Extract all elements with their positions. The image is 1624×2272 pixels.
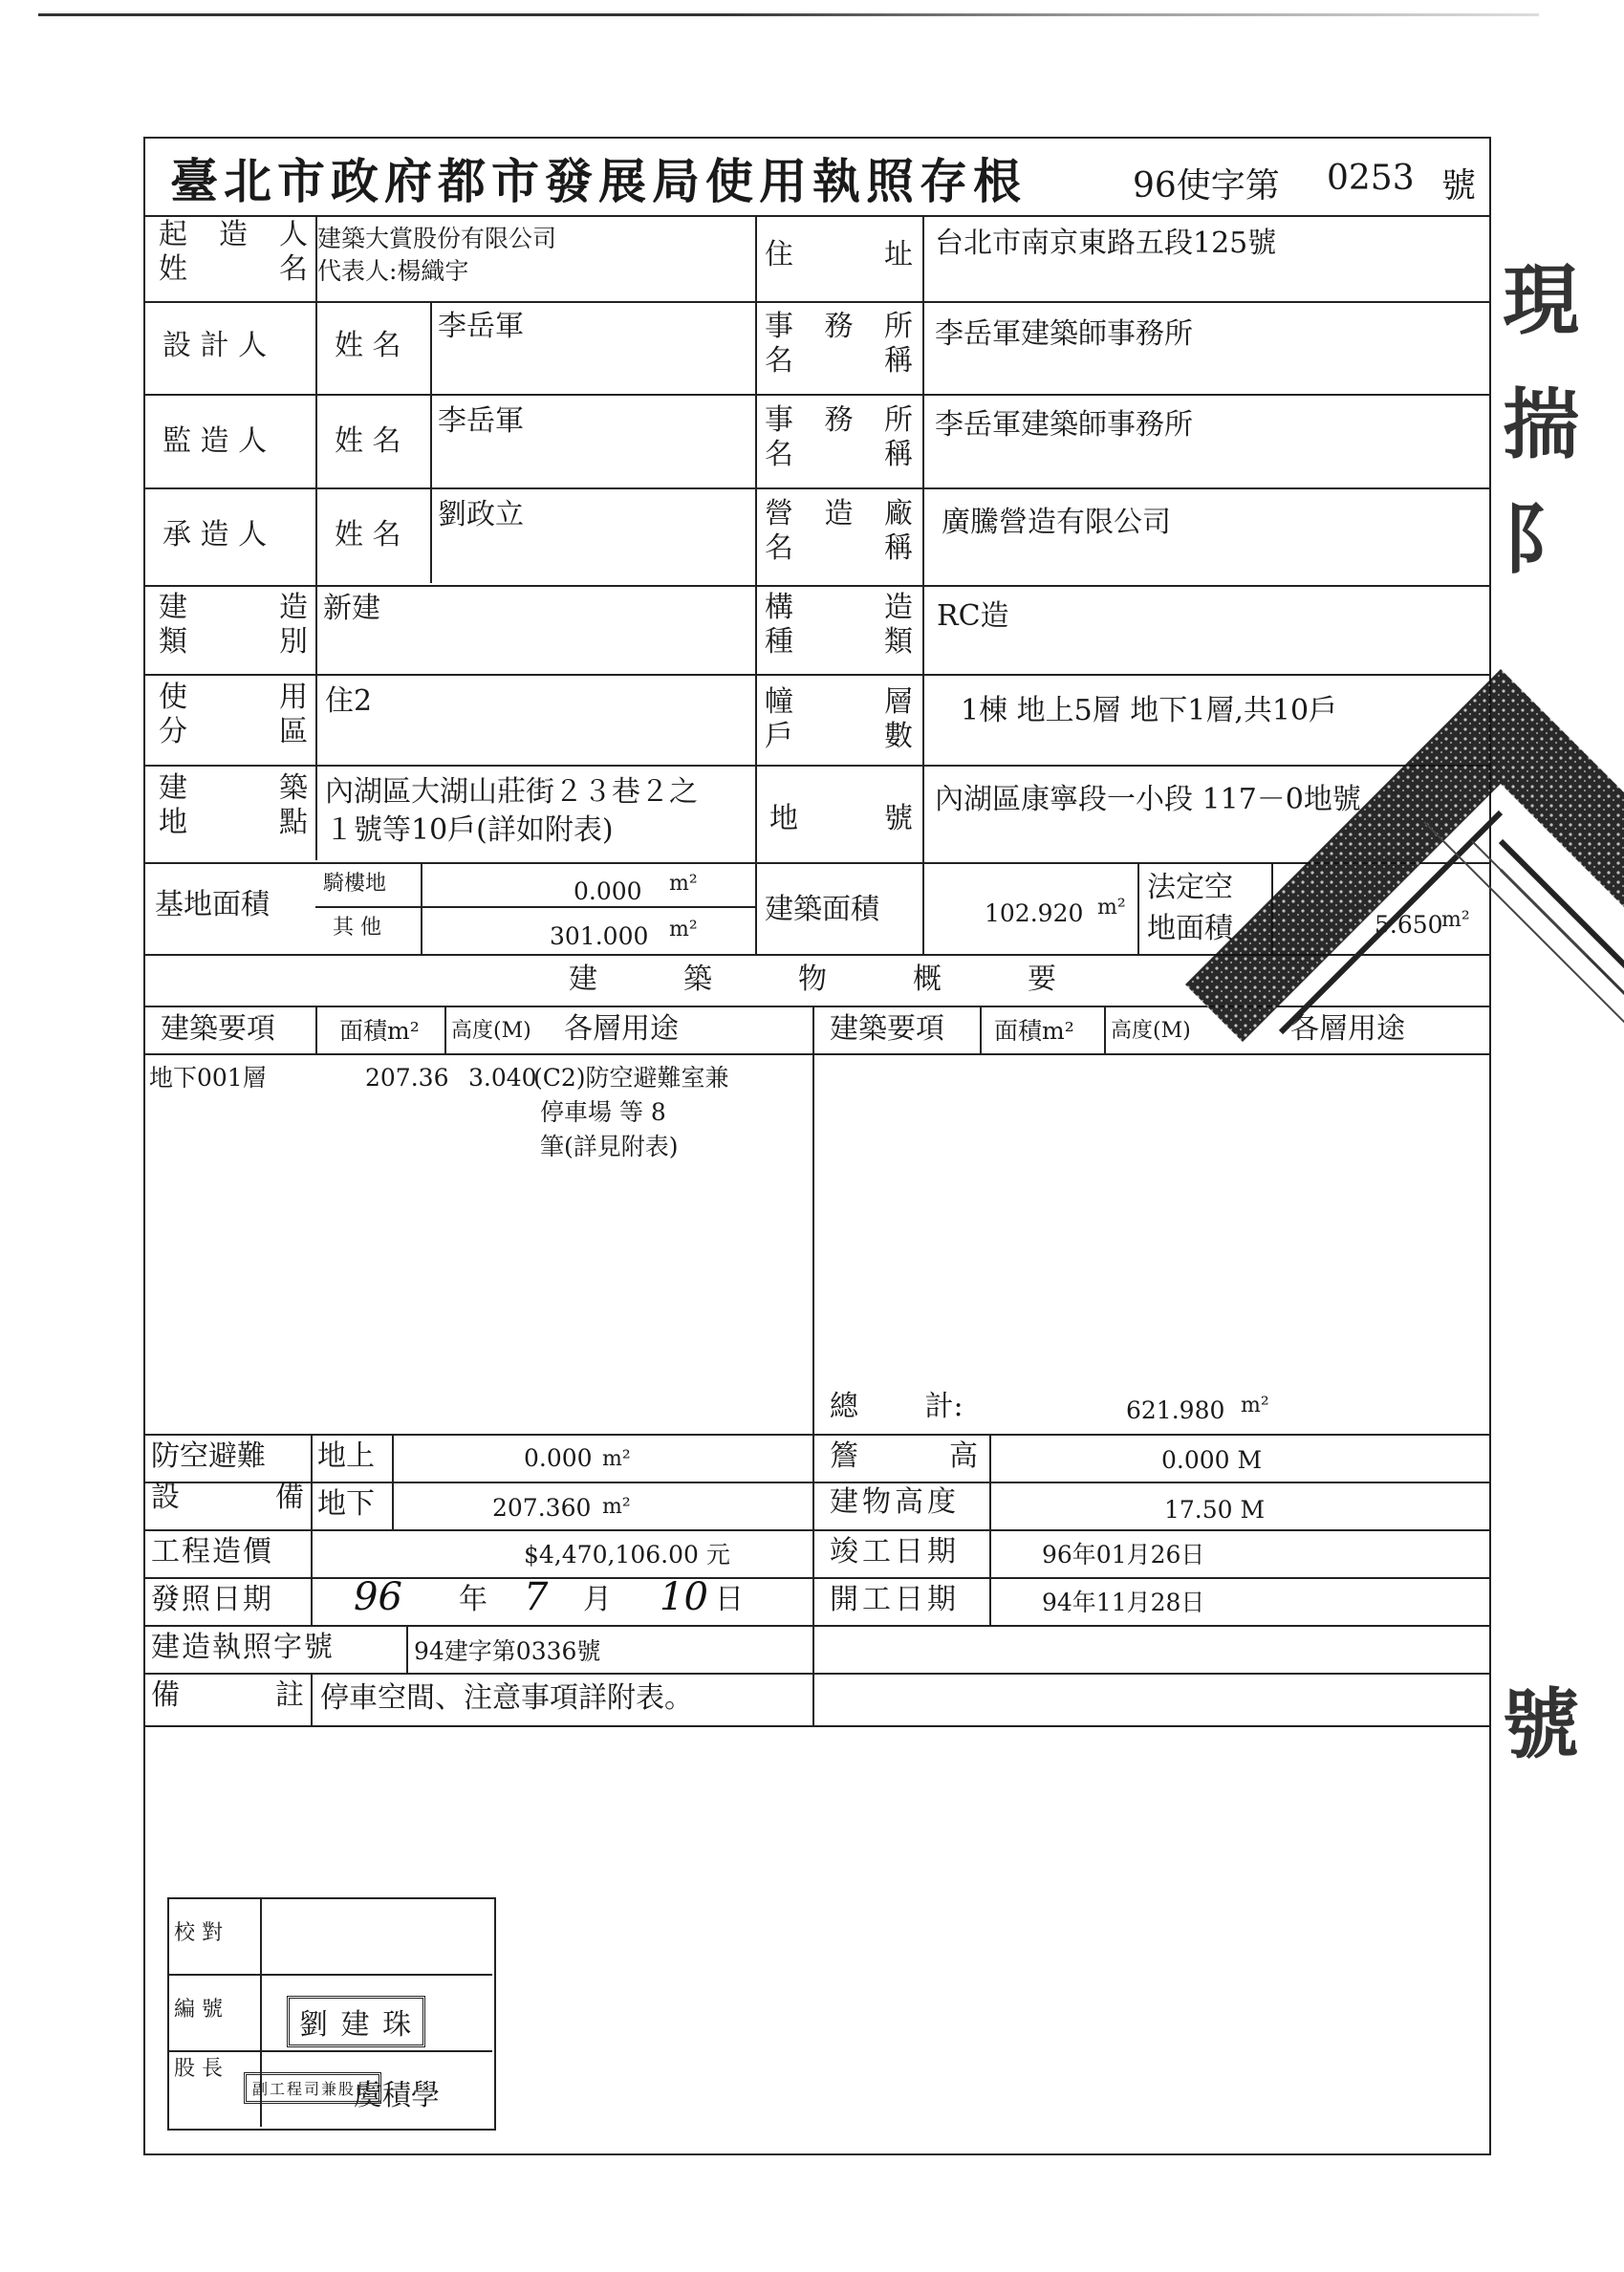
shelter-above-unit: m²	[602, 1447, 631, 1471]
open-space-value: 5.650	[1375, 911, 1443, 939]
floor-height: 3.040	[468, 1064, 537, 1092]
summary-header: 建 築 物 概 要	[569, 963, 1056, 996]
col-height: 高度(M)	[451, 1019, 531, 1043]
rule	[143, 1482, 1491, 1483]
shelter-label-bottom: 設 備	[151, 1481, 304, 1514]
designer-label: 設 計 人	[162, 329, 268, 362]
supervisor-label: 監 造 人	[162, 424, 268, 458]
number-stamp: 劉 建 珠	[287, 1996, 425, 2047]
building-area-label: 建築面積	[765, 893, 879, 926]
doc-no-value: 0253	[1327, 159, 1415, 198]
col-use-2: 各層用途	[1290, 1012, 1405, 1046]
building-height-value: 17.50 M	[1164, 1496, 1266, 1524]
rule	[755, 215, 757, 956]
eave-height-value: 0.000 M	[1161, 1446, 1263, 1474]
building-area-unit: m²	[1097, 896, 1126, 920]
start-date-label: 開工日期	[830, 1583, 960, 1616]
open-space-label-top: 法定空	[1147, 871, 1233, 904]
zoning-value: 住2	[325, 684, 373, 718]
rule	[421, 862, 422, 954]
address-label: 住 址	[765, 238, 913, 271]
shelter-below-label: 地下	[317, 1487, 375, 1521]
owner-representative: 代表人:楊織宇	[317, 257, 469, 285]
rule	[143, 1529, 1491, 1531]
shelter-below-unit: m²	[602, 1495, 631, 1519]
supervisor-office: 李岳軍建築師事務所	[935, 408, 1193, 442]
site-area-label: 基地面積	[155, 888, 270, 921]
supervisor-office-label: 事 務 所 名 稱	[765, 403, 913, 471]
designer-office: 李岳軍建築師事務所	[935, 317, 1193, 351]
structure-type-label: 構 造 種 類	[765, 591, 913, 659]
issue-day-unit: 日	[715, 1583, 744, 1616]
designer-name-label: 姓 名	[335, 329, 401, 362]
open-space-unit: m²	[1441, 908, 1470, 932]
chief-stamp-name: 虞積學	[354, 2079, 440, 2112]
start-date-value: 94年11月28日	[1042, 1589, 1205, 1616]
issue-day: 10	[660, 1575, 708, 1619]
rule	[143, 1625, 1491, 1627]
contractor-name-label: 姓 名	[335, 518, 401, 552]
other-unit: m²	[669, 918, 698, 941]
structure-type-value: RC造	[937, 599, 1009, 633]
doc-no-prefix: 96使字第	[1133, 166, 1280, 206]
doc-no-suffix: 號	[1441, 166, 1477, 206]
total-label: 總 計:	[830, 1390, 964, 1423]
shelter-above-label: 地上	[317, 1439, 375, 1473]
arcade-value: 0.000	[574, 877, 642, 905]
completion-date-value: 96年01月26日	[1042, 1541, 1205, 1569]
total-value: 621.980	[1126, 1396, 1225, 1424]
designer-name: 李岳軍	[438, 310, 524, 343]
supervisor-name: 李岳軍	[438, 404, 524, 438]
rule	[812, 1006, 814, 1725]
official-seal	[1185, 669, 1624, 1166]
scan-top-edge	[38, 13, 1539, 16]
rule	[315, 301, 317, 860]
issue-year-unit: 年	[459, 1583, 487, 1616]
side-char: 號	[1503, 1679, 1579, 1769]
location-line1: 內湖區大湖山莊街２３巷２之	[325, 775, 698, 809]
designer-office-label: 事 務 所 名 稱	[765, 310, 913, 378]
col-area: 面積m²	[339, 1017, 420, 1045]
other-value: 301.000	[550, 922, 649, 950]
floors-label: 幢 層 戶 數	[765, 685, 913, 753]
rule	[430, 301, 432, 583]
remarks-label: 備 註	[151, 1678, 304, 1712]
floor-use-1: (C2)防空避難室兼	[533, 1064, 729, 1092]
issue-year: 96	[354, 1575, 402, 1619]
floor-use-3: 筆(詳見附表)	[540, 1133, 679, 1160]
side-char: 現	[1503, 255, 1579, 345]
location-label: 建 築 地 點	[159, 771, 308, 839]
supervisor-name-label: 姓 名	[335, 424, 401, 458]
shelter-label-top: 防空避難	[151, 1439, 266, 1473]
rule	[311, 1434, 313, 1625]
page-title: 臺北市政府都市發展局使用執照存根	[170, 153, 1027, 209]
rule	[444, 1006, 446, 1053]
chief-stamp-title: 副工程司兼股長	[244, 2072, 381, 2104]
shelter-below-value: 207.360	[492, 1494, 592, 1522]
col-area-2: 面積m²	[994, 1017, 1074, 1045]
issue-month-unit: 月	[583, 1583, 612, 1616]
address-value: 台北市南京東路五段125號	[935, 227, 1277, 260]
lot-label: 地 號	[769, 802, 913, 835]
floors-value: 1棟 地上5層 地下1層,共10戶	[961, 694, 1338, 727]
chief-label: 股 長	[174, 2057, 223, 2081]
rule	[980, 1006, 982, 1053]
cost-label: 工程造價	[151, 1535, 273, 1569]
rule	[311, 1673, 313, 1725]
check-label: 校 對	[174, 1921, 223, 1945]
contractor-label: 承 造 人	[162, 518, 268, 552]
rule	[143, 585, 1491, 587]
rule	[922, 215, 924, 956]
total-unit: m²	[1241, 1394, 1269, 1417]
arcade-label: 騎樓地	[323, 872, 387, 896]
location-line2: １號等10戶(詳如附表)	[325, 813, 614, 847]
rule	[143, 1434, 1491, 1436]
col-use: 各層用途	[564, 1012, 679, 1046]
completion-date-label: 竣工日期	[830, 1535, 960, 1569]
rule	[143, 1577, 1491, 1579]
permit-no-value: 94建字第0336號	[414, 1637, 601, 1665]
cost-value: $4,470,106.00 元	[524, 1541, 730, 1569]
zoning-label: 使 用 分 區	[159, 681, 308, 748]
construction-type-value: 新建	[323, 592, 380, 625]
contractor-company-label: 營 造 廠 名 稱	[765, 497, 913, 565]
rule	[1137, 862, 1139, 954]
remarks-value: 停車空間、注意事項詳附表。	[320, 1681, 693, 1715]
col-item: 建築要項	[161, 1012, 275, 1046]
floor-area: 207.36	[365, 1064, 449, 1092]
arcade-unit: m²	[669, 872, 698, 896]
issue-date-label: 發照日期	[151, 1583, 273, 1616]
contractor-name: 劉政立	[438, 498, 524, 531]
permit-no-label: 建造執照字號	[151, 1631, 335, 1664]
construction-type-label: 建 造 類 別	[159, 591, 308, 659]
rule	[143, 394, 1491, 396]
side-char: 揣	[1503, 379, 1579, 469]
building-area-value: 102.920	[985, 899, 1084, 927]
owner-name: 建築大賞股份有限公司	[317, 225, 557, 252]
issue-month: 7	[524, 1575, 549, 1619]
floor-item: 地下001層	[149, 1064, 267, 1092]
eave-height-label: 簷 高	[830, 1439, 978, 1473]
rule	[392, 1434, 394, 1529]
rule	[406, 1625, 408, 1673]
rule	[315, 906, 755, 908]
rule	[143, 1725, 1491, 1727]
owner-label: 起 造 人 姓 名	[159, 218, 308, 286]
building-height-label: 建物高度	[830, 1485, 960, 1519]
contractor-company: 廣騰營造有限公司	[942, 506, 1171, 539]
side-char: 阝	[1503, 494, 1579, 584]
other-label: 其 他	[333, 916, 381, 940]
rule	[143, 487, 1491, 489]
rule	[143, 301, 1491, 303]
number-label: 編 號	[174, 1998, 223, 2022]
rule	[143, 215, 1491, 217]
col-height-2: 高度(M)	[1111, 1019, 1191, 1043]
lot-value: 內湖區康寧段一小段 117－0地號	[935, 783, 1361, 816]
rule	[167, 2050, 492, 2052]
rule	[143, 1673, 1491, 1675]
rule	[1104, 1006, 1106, 1053]
floor-use-2: 停車場 等 8	[540, 1098, 666, 1126]
shelter-above-value: 0.000	[524, 1444, 593, 1472]
open-space-label-bottom: 地面積	[1147, 912, 1233, 945]
rule	[315, 1006, 317, 1053]
rule	[989, 1434, 991, 1625]
col-item-2: 建築要項	[830, 1012, 944, 1046]
rule	[167, 1974, 492, 1976]
